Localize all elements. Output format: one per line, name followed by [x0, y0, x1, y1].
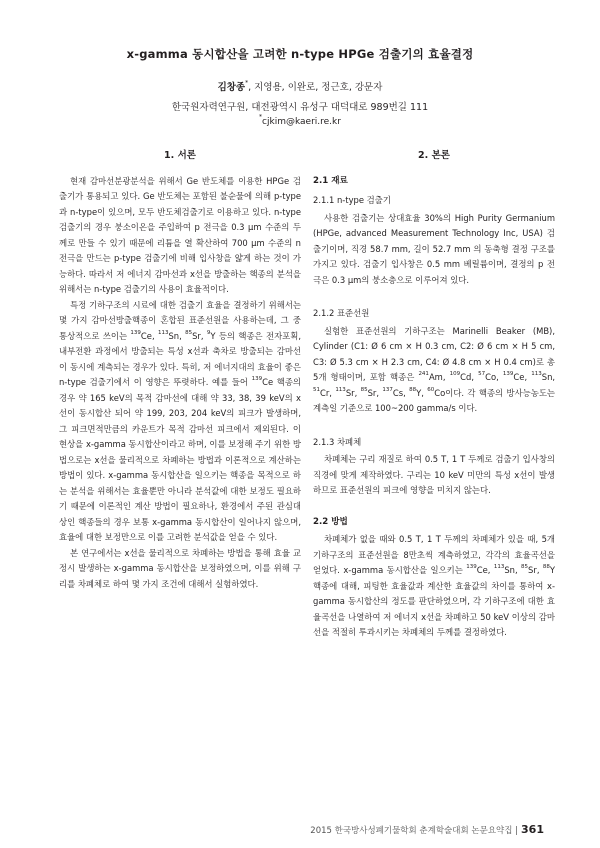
shield-paragraph: 차폐체는 구리 재질로 하여 0.5 T, 1 T 두께로 검출기 입사창의 직경에 맞게 제작하였다. 구리는 10 keV 미만의 특성 x선이 발생하므로 표준선원의 피크에 영향을 미치지 않는다. [313, 454, 555, 495]
isotope-element: Ce [513, 372, 525, 382]
method-text-a: 차폐체가 없을 때와 0.5 T, 1 T 두께의 차폐체가 있을 때, 5개 기하구조의 표준선원을 8만초씩 계측하였고, 각각의 효율곡선을 얻었다. x-gamma 동시합산을 일으키는 [313, 534, 555, 575]
isotope-mass: 60 [427, 386, 435, 393]
source-text-a: 실험한 표준선원의 기하구조는 Marinelli Beaker (MB), Cylinder (C1: Ø 6 cm × H 0.3 cm, C2: Ø 6 cm × H 5 cm, C3: Ø 5.3 cm × H 2.3 cm, C4: Ø 4.8 cm × H 0.4 cm)로 총 5개 형태이며, 포함 핵종은 [313, 325, 555, 382]
isotope-mass: 51 [313, 386, 320, 393]
intro-paragraph-3: 본 연구에서는 x선을 물리적으로 차폐하는 방법을 통해 효율 교정시 발생하는 x-gamma 동시합산을 보정하였으며, 이를 위해 구리를 차폐체로 하여 몇 가지 조건에 대해서 실험하였다. [59, 547, 301, 589]
left-column [59, 148, 301, 592]
isotope-element: Co [434, 387, 446, 398]
author-list [0, 79, 600, 93]
subsection-title-method: 2.2 방법 [313, 516, 348, 527]
isotope-mass: 57 [478, 371, 486, 378]
isotope-element: Ce [476, 565, 488, 575]
source-text-b: 이다. 각 핵종의 방사능농도는 계측일 기준으로 100~200 gamma/s 이다. [313, 387, 556, 413]
isotope-element: Sn [504, 565, 515, 575]
isotope-mass: 139 [130, 329, 141, 336]
intro-p2-text-b: 등의 핵종은 전자포획, 내부전환 과정에서 방출되는 특성 x선과 축차로 방출되는 감마선이 동시에 계측되는 경우가 있다. 특히, 저 에너지대의 효율이 좋은 n-type 검출기에서 이 영향은 뚜렷하다. 예를 들어 [59, 330, 302, 387]
isotope-element: Y [210, 330, 216, 341]
isotope-element: Sn [541, 372, 553, 382]
isotope-mass: 113 [157, 329, 169, 336]
isotope-mass: 113 [335, 386, 346, 393]
isotope-mass: 109 [449, 371, 461, 378]
isotope-element: Sn [168, 330, 180, 341]
subsection-title-materials: 2.1 재료 [313, 175, 348, 186]
isotope-mass: 88 [542, 564, 550, 571]
isotope-mass: 85 [360, 386, 368, 393]
isotope-mass: 85 [521, 564, 529, 571]
isotope-mass: 241 [418, 371, 429, 378]
corresponding-mark: * [245, 79, 249, 87]
subsubsection-title-shield: 2.1.3 차폐체 [313, 436, 362, 447]
proceedings-name: 2015 한국방사성폐기물학회 춘계학술대회 논문요약집 [310, 826, 513, 836]
corresponding-author: 김창종 [217, 82, 246, 93]
co-authors: , 지영용, 이완로, 정근호, 강문자 [248, 82, 383, 93]
contact-email [0, 113, 600, 127]
page-footer [310, 823, 544, 836]
page-number: 361 [521, 823, 544, 836]
intro-p2-text-c: 핵종의 경우 약 165 keV의 목적 감마선에 대해 약 33, 38, 39 keV의 x선이 동시합산 되어 약 199, 203, 204 keV의 피크가 발생하며, 그 피크면적만큼의 카운트가 목적 감마선 피크에서 제외된다. 이 현상을 x-gamma 동시합산이라고 하며, 이를 보정해 주기 위한 방법으로는 x선을 물리적으로 차폐하는 방법과 이론적으로 계산하는 방법이 있다. x-gamma 동시합산을 일으키는 핵종을 목적으로 하는 분석을 위해서는 효율뿐만 아니라 분석값에 대한 보정도 필요하기 때문에 이론적인 계산 방법이 필요하나, 환경에서 주된 관심대상인 핵종들의 경우 보통 x-gamma 동시합산이 일어나지 않으며, 효율에 대한 보정만으로 이를 고려한 분석값을 얻을 수 있다. [59, 377, 302, 542]
page-separator: | [515, 826, 519, 836]
email-address: cjkim@kaeri.re.kr [262, 117, 341, 127]
subsubsection-title-detector: 2.1.1 n-type 검출기 [313, 195, 391, 205]
isotope-element: Sr [345, 387, 355, 398]
isotope-element: Y [549, 565, 556, 575]
intro-paragraph-2 [59, 298, 301, 546]
subsubsection-title-source: 2.1.2 표준선원 [313, 308, 370, 318]
isotope-element: Am [428, 372, 443, 382]
ce-element: Ce [262, 377, 274, 387]
isotope-mass: 9 [206, 329, 211, 336]
intro-p2-text-a: 특정 기하구조의 시료에 대한 검출기 효율을 결정하기 위해서는 몇 가지 감마선방출핵종이 혼합된 표준선원을 사용하는데, 그 중 통상적으로 쓰이는 [59, 299, 301, 341]
section-title-intro: 1. 서론 [164, 150, 196, 161]
method-text-b: 핵종에 대해, 피팅한 효율값과 계산한 효율값의 차이를 통하여 x-gamma 동시합산의 정도를 판단하였으며, 각 기하구조에 대한 효율곡선을 나열하여 저 에너지 x선을 차폐하고 50 keV 이상의 감마선을 적절히 투과시키는 차폐체의 두께를 결정하였다. [313, 580, 555, 637]
detector-paragraph: 사용한 검출기는 상대효율 30%의 High Purity Germanium (HPGe, advanced Measurement Technology Inc, USA) 검출기이며, 직경 58.7 mm, 길이 52.7 mm 의 동축형 결정 구조를 가지고 있다. 검출기 입사창은 0.5 mm 베릴륨이며, 결정의 p 전극은 0.3 μm의 붕소층으로 이루어져 있다. [313, 212, 555, 285]
intro-p2-isotopes: $^{139}$Ce, $^{113}$Sn, $^{85}$Sr, $^9$Y [130, 329, 216, 341]
isotope-mass: 139 [502, 371, 514, 378]
isotope-mass: 85 [185, 329, 193, 336]
isotope-element: Sr [192, 330, 201, 341]
source-isotopes: $^{241}$Am, $^{109}$Cd, $^{57}$Co, $^{139}$Ce, $^{113}$Sn, $^{51}$Cr, $^{113}$Sr, $^{85}$Sr, $^{137}$Cs, $^{88}$Y, $^{60}$Co [313, 371, 556, 398]
right-column [313, 148, 555, 641]
method-isotopes: $^{139}$Ce, $^{113}$Sn, $^{85}$Sr, $^{88}$Y [466, 564, 556, 575]
isotope-element: Ce [140, 330, 152, 341]
isotope-mass: 137 [382, 386, 393, 393]
isotope-mass: 113 [493, 564, 505, 571]
isotope-element: Co [485, 372, 497, 382]
affiliation: 한국원자력연구원, 대전광역시 유성구 대덕대로 989번길 111 [171, 102, 429, 113]
intro-paragraph-1: 현재 감마선분광분석을 위해서 Ge 반도체를 이용한 HPGe 검출기가 통용되고 있다. Ge 반도체는 포함된 불순물에 의해 p-type과 n-type이 있으며, 모두 반도체검출기로 이용하고 있다. n-type 검출기의 경우 붕소이온을 주입하여 p 전극을 0.3 μm 수준의 두께로 만들 수 있기 때문에 리튬을 열 확산하여 700 μm 수준의 n전극을 만드는 p-type 검출기에 비해 입사창을 얇게 하는 것이 가능하다. 따라서 저 에너지 감마선과 x선을 방출하는 핵종의 분석을 위해서는 n-type 검출기의 사용이 효율적이다. [59, 175, 301, 294]
section-title-body: 2. 본론 [418, 150, 450, 161]
source-paragraph [313, 324, 555, 417]
isotope-element: Sr [528, 565, 537, 575]
paper-title: x-gamma 동시합산을 고려한 n-type HPGe 검출기의 효율결정 [126, 47, 474, 61]
isotope-mass: 88 [409, 386, 417, 393]
email-mark: * [259, 113, 263, 121]
method-paragraph [313, 532, 555, 641]
isotope-element: Y [416, 387, 422, 398]
isotope-element: Cr [320, 387, 330, 398]
isotope-mass: 139 [466, 564, 477, 571]
isotope-element: Cd [460, 372, 472, 382]
isotope-mass: 113 [531, 371, 542, 378]
ce-mass: 139 [251, 376, 263, 383]
isotope-element: Cs [392, 387, 404, 398]
isotope-element: Sr [367, 387, 377, 398]
